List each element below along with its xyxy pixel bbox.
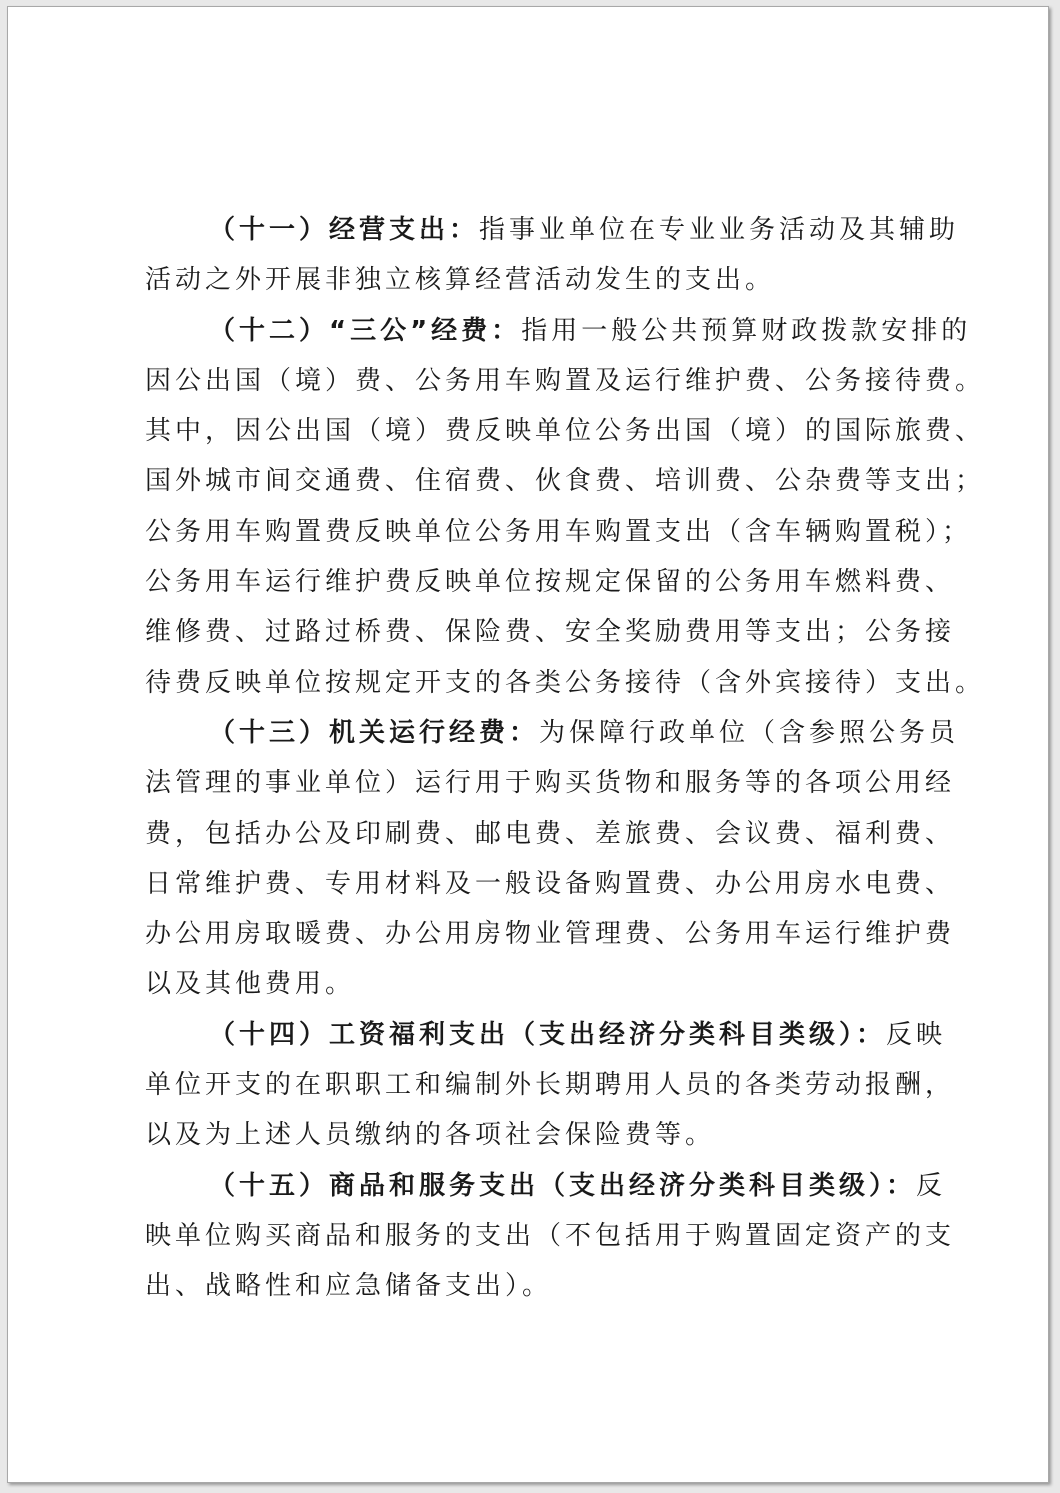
paragraph-heading: （十五）商品和服务支出（支出经济分类科目类级）： <box>209 1170 917 1201</box>
paragraph-line: 费，包括办公及印刷费、邮电费、差旅费、会议费、福利费、 <box>145 818 956 849</box>
document-page <box>7 6 1049 1483</box>
paragraph-line: 国外城市间交通费、住宿费、伙食费、培训费、公杂费等支出； <box>145 466 986 497</box>
paragraph-heading: （十三）机关运行经费： <box>209 717 540 748</box>
paragraph-first-line <box>145 306 972 356</box>
paragraph-goods-services-expenditure <box>145 1161 955 1312</box>
paragraph-first-line <box>145 708 960 758</box>
paragraph-line: 公务用车运行维护费反映单位按规定保留的公务用车燃料费、 <box>145 567 956 598</box>
paragraph-first-line <box>145 205 960 255</box>
paragraph-heading: （十二）“三公”经费： <box>209 315 522 346</box>
paragraph-first-line <box>145 1161 955 1211</box>
paragraph-agency-operating-funds <box>145 708 960 1010</box>
paragraph-line: 办公用房取暖费、办公用房物业管理费、公务用车运行维护费 <box>145 919 956 950</box>
paragraph-text: 为保障行政单位（含参照公务员 <box>539 717 960 748</box>
paragraph-line: 待费反映单位按规定开支的各类公务接待（含外宾接待）支出。 <box>145 667 986 698</box>
paragraph-line: 映单位购买商品和服务的支出（不包括用于购置固定资产的支 <box>145 1220 956 1251</box>
paragraph-wage-welfare-expenditure <box>145 1010 955 1161</box>
paragraph-line: 单位开支的在职职工和编制外长期聘用人员的各类劳动报酬， <box>145 1070 956 1101</box>
paragraph-line: 以及其他费用。 <box>145 969 356 1000</box>
paragraph-heading: （十一）经营支出： <box>209 215 480 245</box>
paragraph-heading: （十四）工资福利支出（支出经济分类科目类级）： <box>209 1019 887 1050</box>
paragraph-line: 日常维护费、专用材料及一般设备购置费、办公用房水电费、 <box>145 868 956 899</box>
document-body <box>145 205 986 1312</box>
paragraph-line: 法管理的事业单位）运行用于购买货物和服务等的各项公用经 <box>145 768 956 799</box>
paragraph-line: 维修费、过路过桥费、保险费、安全奖励费用等支出；公务接 <box>145 617 956 648</box>
paragraph-first-line <box>145 1010 955 1060</box>
paragraph-text: 反 <box>916 1170 947 1201</box>
paragraph-text: 指事业单位在专业业务活动及其辅助 <box>479 215 960 245</box>
paragraph-line: 公务用车购置费反映单位公务用车购置支出（含车辆购置税）； <box>145 516 973 547</box>
paragraph-line: 以及为上述人员缴纳的各项社会保险费等。 <box>145 1120 716 1151</box>
paragraph-line: 活动之外开展非独立核算经营活动发生的支出。 <box>145 265 776 296</box>
paragraph-operating-expenditure <box>145 205 960 306</box>
paragraph-text: 反映 <box>886 1019 947 1050</box>
paragraph-line: 其中，因公出国（境）费反映单位公务出国（境）的国际旅费、 <box>145 416 986 447</box>
paragraph-line: 出、战略性和应急储备支出）。 <box>145 1271 553 1302</box>
paragraph-text: 指用一般公共预算财政拨款安排的 <box>521 315 972 346</box>
paragraph-line: 因公出国（境）费、公务用车购置及运行维护费、公务接待费。 <box>145 365 986 396</box>
paragraph-three-public-expenses <box>145 306 986 708</box>
